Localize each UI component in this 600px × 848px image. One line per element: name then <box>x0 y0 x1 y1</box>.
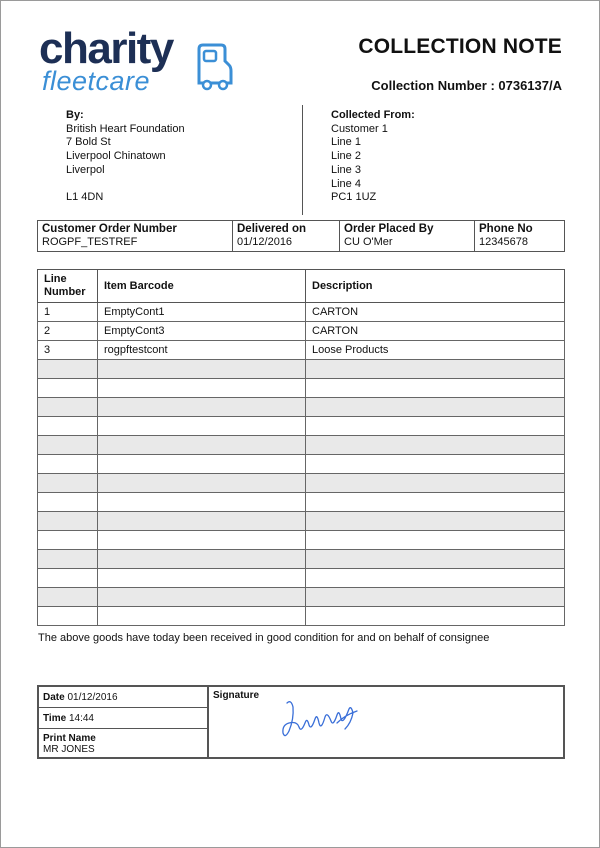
empty-row <box>38 531 565 550</box>
empty-cell <box>306 398 565 417</box>
phone-no-label: Phone No <box>479 223 533 235</box>
print-name-row <box>39 729 207 757</box>
empty-row <box>38 493 565 512</box>
order-info-table <box>37 220 565 252</box>
date-value: 01/12/2016 <box>67 692 118 703</box>
van-icon <box>195 41 235 93</box>
table-row <box>38 341 565 360</box>
by-line: British Heart Foundation <box>66 122 185 135</box>
empty-row <box>38 417 565 436</box>
table-row <box>38 303 565 322</box>
date-row <box>39 687 207 708</box>
by-line <box>66 178 185 192</box>
empty-cell <box>98 379 306 398</box>
empty-cell <box>38 550 98 569</box>
collected-from-line: Customer 1 <box>331 122 388 135</box>
empty-row <box>38 474 565 493</box>
description-cell: Loose Products <box>306 341 565 360</box>
signature-label: Signature <box>213 690 260 701</box>
delivered-on-cell <box>233 221 340 252</box>
empty-cell <box>306 531 565 550</box>
empty-cell <box>38 455 98 474</box>
empty-cell <box>306 512 565 531</box>
items-header-row <box>38 270 565 303</box>
empty-row <box>38 512 565 531</box>
line-number-cell: 3 <box>38 341 98 360</box>
empty-cell <box>306 588 565 607</box>
collected-from-line: Line 2 <box>331 150 361 163</box>
empty-cell <box>38 398 98 417</box>
line-header-text: Line <box>44 273 67 285</box>
empty-cell <box>38 360 98 379</box>
empty-cell <box>38 607 98 626</box>
empty-row <box>38 607 565 626</box>
line-number-cell: 2 <box>38 322 98 341</box>
collected-from-line: Line 3 <box>331 163 361 176</box>
signature-scrawl <box>279 695 369 745</box>
description-cell: CARTON <box>306 303 565 322</box>
empty-cell <box>98 360 306 379</box>
by-label: By: <box>66 109 84 121</box>
empty-cell <box>98 588 306 607</box>
charity-fleetcare-logo <box>39 24 239 96</box>
number-header-text: Number <box>44 286 86 298</box>
empty-cell <box>38 588 98 607</box>
empty-cell <box>38 417 98 436</box>
empty-cell <box>306 474 565 493</box>
empty-cell <box>98 474 306 493</box>
empty-cell <box>38 493 98 512</box>
collected-from-postcode: PC1 1UZ <box>331 191 377 204</box>
empty-cell <box>98 417 306 436</box>
by-line: 7 Bold St <box>66 136 111 149</box>
empty-cell <box>98 398 306 417</box>
delivered-on-label: Delivered on <box>237 223 307 235</box>
logo-charity-text: charity <box>39 24 173 73</box>
description-header: Description <box>306 270 565 303</box>
empty-cell <box>306 379 565 398</box>
empty-cell <box>98 531 306 550</box>
collected-from-line: Line 4 <box>331 177 361 190</box>
empty-cell <box>306 493 565 512</box>
address-divider <box>302 105 303 215</box>
customer-order-number-value: ROGPF_TESTREF <box>42 236 138 248</box>
empty-cell <box>38 569 98 588</box>
line-number-cell: 1 <box>38 303 98 322</box>
order-placed-by-cell <box>340 221 475 252</box>
empty-cell <box>38 379 98 398</box>
line-number-header <box>38 270 98 303</box>
signoff-details <box>39 687 209 757</box>
time-row <box>39 708 207 729</box>
empty-cell <box>98 493 306 512</box>
by-postcode: L1 4DN <box>66 191 104 204</box>
phone-no-cell <box>475 221 565 252</box>
empty-cell <box>98 512 306 531</box>
empty-cell <box>306 417 565 436</box>
consignee-note: The above goods have today been received in good condition for and on behalf of consignee <box>38 632 490 644</box>
empty-cell <box>306 436 565 455</box>
empty-row <box>38 360 565 379</box>
empty-cell <box>38 512 98 531</box>
document-title: COLLECTION NOTE <box>358 35 562 58</box>
by-address <box>66 109 185 205</box>
empty-cell <box>306 607 565 626</box>
table-row <box>38 322 565 341</box>
order-placed-by-label: Order Placed By <box>344 223 434 235</box>
empty-cell <box>98 550 306 569</box>
empty-row <box>38 379 565 398</box>
time-label: Time <box>43 713 67 724</box>
empty-row <box>38 569 565 588</box>
empty-cell <box>306 360 565 379</box>
items-table <box>37 269 565 626</box>
empty-cell <box>98 607 306 626</box>
empty-cell <box>38 436 98 455</box>
print-name-label: Print Name <box>43 733 96 744</box>
delivered-on-value: 01/12/2016 <box>237 236 293 248</box>
collected-from-address <box>331 109 415 205</box>
print-name-value: MR JONES <box>43 744 95 755</box>
empty-cell <box>306 455 565 474</box>
empty-cell <box>98 455 306 474</box>
by-line: Liverpool Chinatown <box>66 150 166 163</box>
empty-cell <box>98 569 306 588</box>
empty-row <box>38 550 565 569</box>
by-line: Liverpol <box>66 163 105 176</box>
barcode-cell: rogpftestcont <box>98 341 306 360</box>
barcode-cell: EmptyCont1 <box>98 303 306 322</box>
logo-fleetcare-text: fleetcare <box>42 66 151 96</box>
empty-row <box>38 588 565 607</box>
collected-from-label: Collected From: <box>331 109 415 121</box>
date-label: Date <box>43 692 65 703</box>
empty-cell <box>98 436 306 455</box>
item-barcode-header: Item Barcode <box>98 270 306 303</box>
barcode-cell: EmptyCont3 <box>98 322 306 341</box>
empty-cell <box>306 569 565 588</box>
empty-row <box>38 455 565 474</box>
customer-order-number-cell <box>38 221 233 252</box>
collected-from-line: Line 1 <box>331 136 361 149</box>
order-placed-by-value: CU O'Mer <box>344 236 393 248</box>
empty-cell <box>306 550 565 569</box>
description-cell: CARTON <box>306 322 565 341</box>
empty-cell <box>38 474 98 493</box>
customer-order-number-label: Customer Order Number <box>42 223 177 235</box>
phone-no-value: 12345678 <box>479 236 528 248</box>
signoff-box <box>37 685 565 759</box>
empty-row <box>38 436 565 455</box>
collection-number: Collection Number : 0736137/A <box>371 78 562 93</box>
time-value: 14:44 <box>68 713 94 724</box>
empty-row <box>38 398 565 417</box>
empty-cell <box>38 531 98 550</box>
